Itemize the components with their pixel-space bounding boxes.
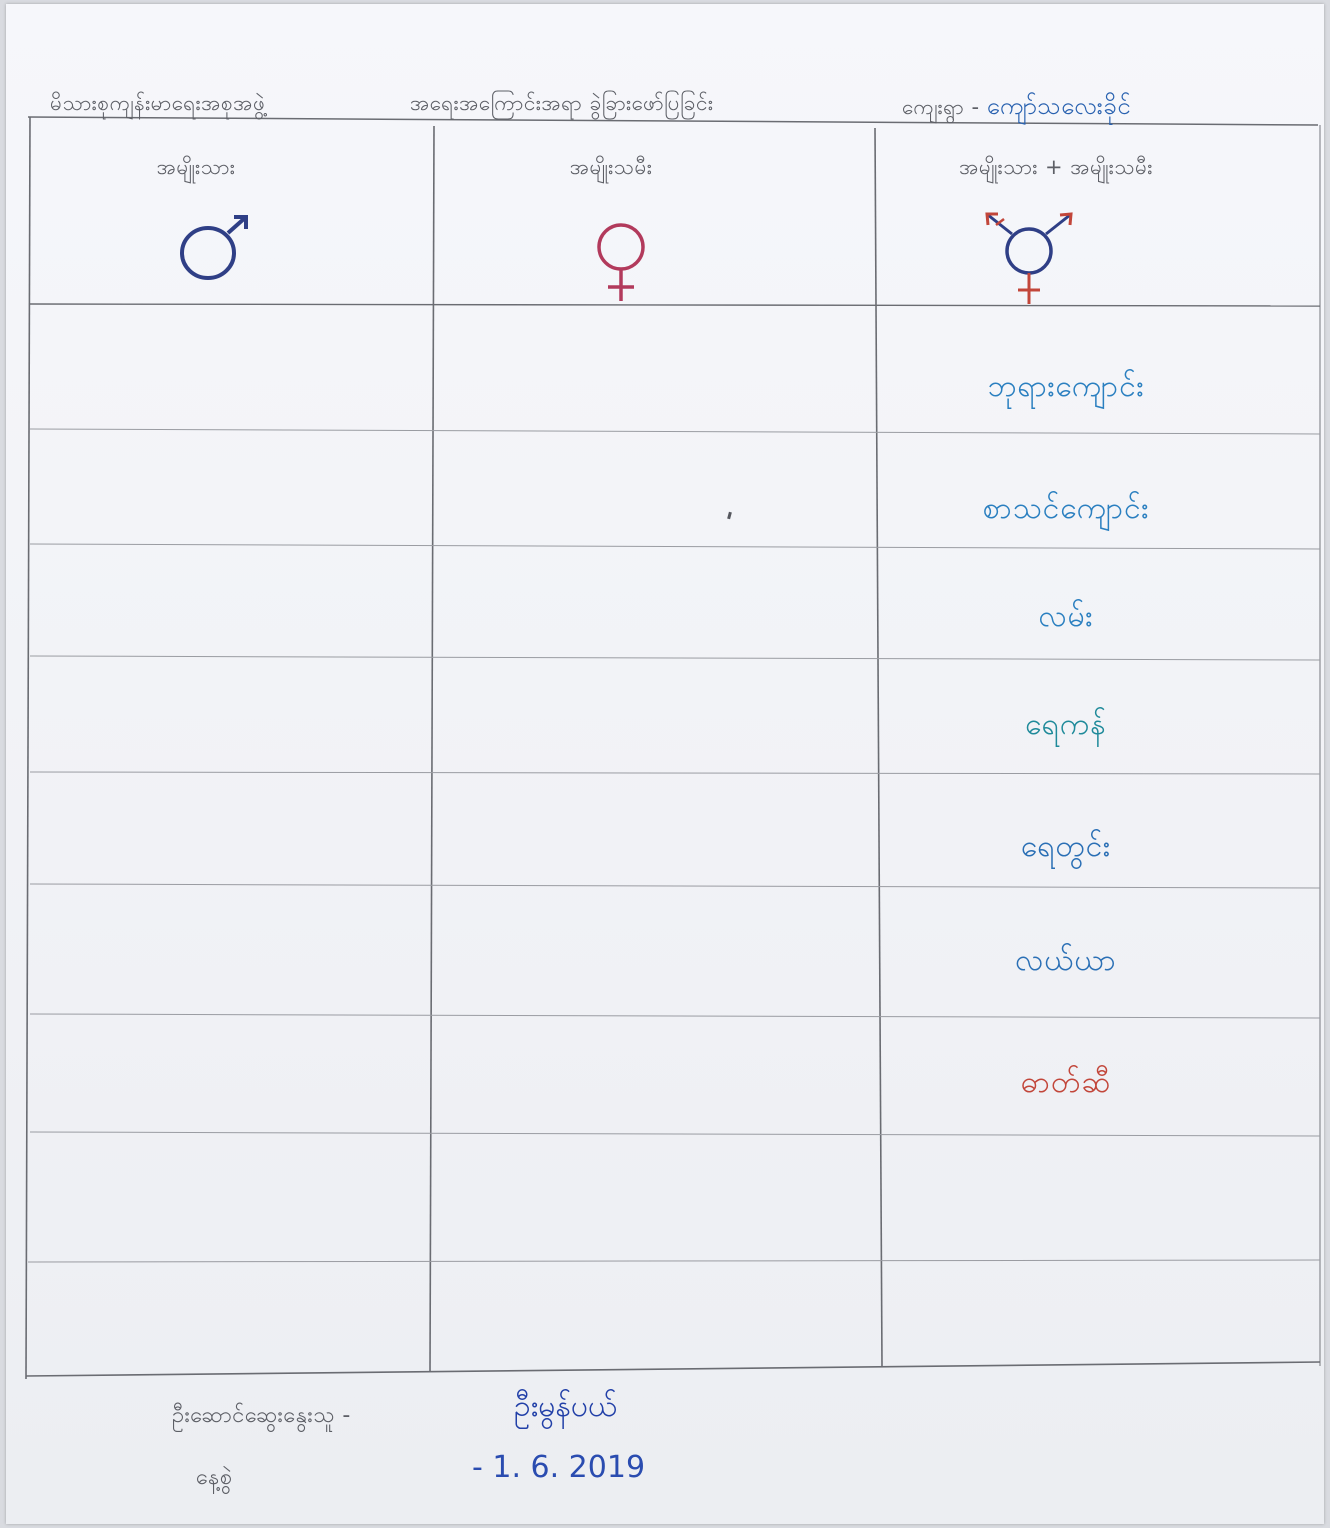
village-label: ကျေးရွာ - — [902, 95, 980, 119]
column-header-female: အမျိုးသမီး — [569, 155, 653, 179]
village-header — [902, 90, 1131, 126]
male-symbol-icon — [178, 209, 268, 289]
paper-sheet — [6, 4, 1324, 1524]
group-name-header: မိသားစုကျန်းမာရေးအစုအဖွဲ့ — [50, 91, 266, 115]
row-label-7: ဓာတ်ဆီ — [1020, 1065, 1112, 1100]
column-header-male: အမျိုးသား — [156, 155, 236, 179]
facilitator-name: ဦးမွန်ပယ် — [514, 1389, 618, 1424]
transgender-symbol-icon — [974, 209, 1084, 309]
facilitator-label: ဦးဆောင်ဆွေးနွေးသူ - — [172, 1403, 351, 1428]
date-label: နေ့စွဲ — [196, 1465, 233, 1490]
topic-header: အရေးအကြောင်းအရာ ခွဲခြားဖော်ပြခြင်း — [410, 91, 714, 115]
column-header-both: အမျိုးသား + အမျိုးသမီး — [959, 155, 1153, 179]
female-symbol-icon — [586, 219, 656, 309]
row-label-1: ဘုရားကျောင်း — [987, 369, 1145, 404]
row-label-2: စာသင်ကျောင်း — [982, 491, 1150, 526]
row-label-3: လမ်း — [1038, 599, 1094, 634]
village-name: ကျော်သလေးခိုင် — [986, 92, 1132, 120]
row-label-5: ရေတွင်း — [1021, 829, 1111, 864]
date-value: - 1. 6. 2019 — [472, 1450, 646, 1485]
row-label-6: လယ်ယာ — [1015, 943, 1117, 978]
row-label-4: ရေကန် — [1025, 707, 1107, 742]
